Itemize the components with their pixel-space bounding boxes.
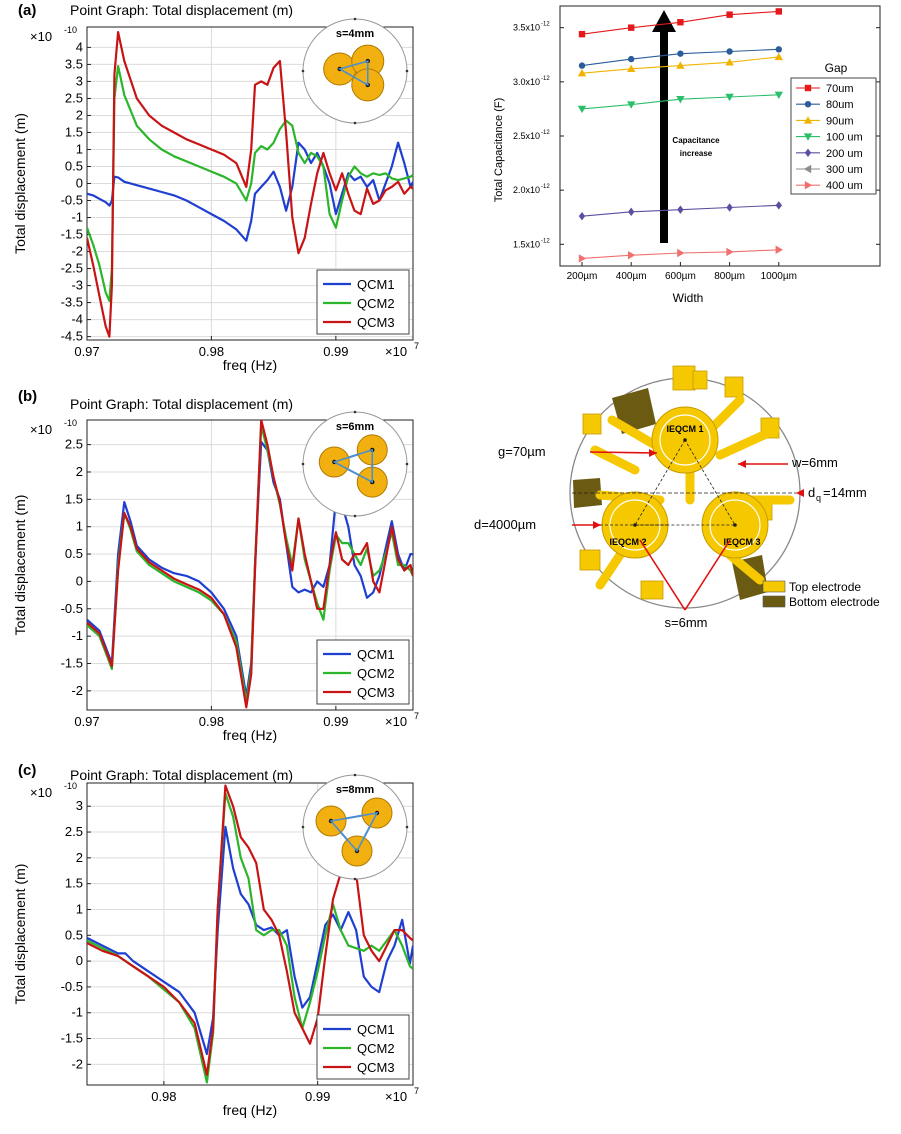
top-electrode-pad: [641, 581, 663, 599]
y-tick-label: -1: [71, 209, 83, 225]
y-tick-label: 2.5: [64, 436, 83, 452]
increase-arrow-head: [652, 10, 676, 32]
y-tick-label: 1.5: [64, 875, 83, 891]
x-tick-label: 0.98: [151, 1089, 177, 1104]
y-axis-label: Total displacement (m): [12, 113, 28, 254]
x-tick-label: 0.99: [323, 714, 349, 729]
y-tick-label: -4.5: [60, 328, 83, 344]
inset-marker: [354, 411, 357, 414]
chart-panel-b: [12, 388, 419, 743]
dq-subscript: q: [816, 493, 822, 503]
inset-marker: [302, 70, 305, 73]
legend-title: Gap: [824, 61, 848, 75]
layout-inset: [302, 411, 409, 518]
x-axis-label: freq (Hz): [222, 1102, 278, 1118]
x-multiplier: ×10: [385, 714, 408, 729]
data-point: [726, 203, 732, 211]
data-point: [677, 249, 684, 257]
y-tick-label: 1.5: [64, 491, 83, 507]
y-tick-label: 0.5: [64, 158, 83, 174]
separation-label: s=6mm: [664, 615, 708, 630]
data-point: [579, 31, 585, 37]
electrode-label: IEQCM 3: [723, 537, 761, 547]
legend-label: QCM1: [357, 1022, 395, 1037]
panel-label: (c): [18, 762, 37, 779]
x-tick-label: 600µm: [665, 271, 696, 282]
inset-marker: [354, 774, 357, 777]
y-tick-label: -4: [71, 311, 83, 327]
inset-marker: [354, 122, 357, 125]
inset-marker: [354, 18, 357, 21]
arrow-annotation: increase: [679, 149, 713, 158]
electrode-label: IEQCM 1: [666, 424, 704, 434]
legend-label: 200 um: [826, 147, 863, 160]
inset-marker: [406, 70, 409, 73]
data-point: [775, 53, 783, 60]
inset-label: s=8mm: [335, 784, 375, 796]
y-tick-label: 1.5x10: [512, 239, 540, 250]
x-tick-label: 1000µm: [760, 271, 797, 282]
data-point: [628, 208, 634, 216]
x-tick-label: 0.98: [198, 344, 225, 359]
legend-label: 300 um: [826, 164, 863, 176]
legend-label: 90um: [826, 115, 854, 128]
y-tick-label: -2: [71, 682, 83, 698]
data-point: [677, 50, 683, 56]
data-point: [805, 85, 811, 91]
x-multiplier: ×10: [385, 344, 408, 359]
legend-label: QCM3: [357, 685, 395, 700]
y-tick-label: -1.5: [60, 1030, 83, 1046]
y-tick-exp: -12: [541, 238, 550, 245]
legend-label: QCM3: [357, 1060, 395, 1075]
x-tick-label: 200µm: [566, 271, 598, 282]
dq-label: d: [808, 485, 816, 500]
y-axis-label: Total Capacitance (F): [493, 97, 505, 203]
data-point: [776, 246, 783, 254]
y-tick-label: -1.5: [60, 655, 83, 671]
legend: [791, 78, 876, 194]
y-tick-exp: -12: [541, 130, 550, 136]
data-point: [677, 19, 683, 25]
x-tick-label: 0.97: [74, 344, 100, 359]
y-tick-label: 4: [75, 39, 83, 55]
chart-title: Point Graph: Total displacement (m): [70, 767, 294, 783]
legend: [317, 1015, 409, 1079]
chart-panel-a: [12, 2, 419, 373]
y-multiplier: ×10: [30, 785, 53, 800]
electrode-diagram: [474, 366, 880, 630]
y-tick-exp: -12: [541, 184, 550, 191]
data-point: [726, 11, 732, 17]
dq-value: =14mm: [823, 485, 867, 500]
y-tick-label: 2: [75, 849, 83, 865]
panel-label: (b): [18, 388, 38, 405]
data-point: [776, 8, 782, 14]
data-point: [726, 248, 733, 256]
y-multiplier-exp: -10: [64, 781, 78, 791]
y-tick-label: -1: [71, 1004, 83, 1020]
x-tick-label: 0.99: [323, 344, 349, 359]
y-tick-label: -2.5: [60, 260, 83, 276]
x-multiplier-exp: 7: [414, 1086, 420, 1096]
y-tick-label: -0.5: [60, 192, 83, 208]
data-point: [628, 56, 634, 62]
inset-marker: [406, 826, 409, 829]
legend-label: 70um: [826, 83, 854, 95]
y-tick-label: 0: [75, 573, 83, 589]
data-point: [776, 46, 782, 52]
y-multiplier-exp: -10: [64, 418, 78, 428]
y-tick-label: 2: [75, 107, 83, 123]
legend-label: 400 um: [826, 180, 863, 193]
data-point: [805, 101, 811, 107]
x-tick-label: 400µm: [615, 271, 647, 282]
data-point: [677, 205, 683, 213]
x-axis-label: freq (Hz): [222, 727, 278, 743]
legend-label: QCM2: [357, 666, 395, 681]
inset-label: s=4mm: [335, 28, 375, 40]
y-tick-label: -2: [71, 243, 83, 259]
data-point: [726, 48, 732, 54]
diameter-label: d=4000µm: [474, 517, 537, 532]
y-multiplier-exp: -10: [64, 25, 78, 35]
legend: [317, 270, 409, 334]
y-axis-label: Total displacement (m): [12, 494, 28, 636]
y-multiplier: ×10: [30, 29, 53, 44]
x-tick-label: 0.97: [74, 714, 100, 729]
layout-inset: [302, 18, 409, 125]
y-tick-label: 3.5x10: [512, 22, 540, 33]
data-point: [776, 201, 782, 209]
y-tick-label: 3: [75, 798, 83, 814]
y-tick-label: 0.5: [64, 546, 83, 562]
gap-label: g=70µm: [498, 444, 546, 459]
diagram-legend-label: Top electrode: [789, 580, 862, 594]
electrode-label: IEQCM 2: [609, 537, 647, 547]
y-tick-label: -0.5: [60, 600, 83, 616]
x-multiplier: ×10: [385, 1089, 408, 1104]
top-electrode-pad: [725, 377, 743, 397]
legend-label: 80um: [826, 99, 854, 112]
y-tick-label: -1.5: [60, 226, 83, 242]
top-electrode-pad: [580, 550, 600, 570]
y-tick-label: 2.0x10: [512, 185, 540, 196]
x-tick-label: 0.99: [305, 1089, 331, 1104]
top-electrode-pad: [583, 414, 601, 434]
y-tick-label: 2.5: [64, 824, 83, 840]
inset-marker: [302, 826, 305, 829]
y-tick-label: -0.5: [60, 978, 83, 994]
inset-marker: [354, 878, 357, 881]
width-label: w=6mm: [792, 455, 838, 470]
y-multiplier: ×10: [30, 422, 53, 437]
y-tick-label: 0.5: [64, 927, 83, 943]
data-point: [579, 254, 586, 262]
y-tick-label: 2.5x10: [512, 131, 540, 141]
chart-title: Point Graph: Total displacement (m): [70, 396, 294, 412]
y-axis-label: Total displacement (m): [12, 863, 28, 1005]
top-electrode-pad: [693, 371, 707, 389]
y-tick-label: 0: [75, 175, 83, 191]
x-tick-label: 0.98: [198, 714, 225, 729]
legend-label: QCM2: [357, 296, 395, 311]
y-tick-label: 1: [75, 141, 83, 157]
y-tick-label: 2: [75, 463, 83, 479]
inset-label: s=6mm: [335, 421, 375, 433]
x-multiplier-exp: 7: [414, 711, 420, 721]
legend-label: QCM2: [357, 1041, 395, 1056]
x-tick-label: 800µm: [714, 271, 745, 282]
data-point: [628, 251, 635, 259]
inset-marker: [302, 463, 305, 466]
y-tick-label: 2.5: [64, 90, 83, 106]
data-point: [628, 24, 634, 30]
y-tick-exp: -12: [541, 21, 550, 28]
y-tick-label: 3.0x10: [512, 76, 540, 87]
y-tick-label: 1: [75, 518, 83, 534]
legend: [317, 640, 409, 704]
y-tick-exp: -12: [541, 75, 550, 82]
x-axis-label: Width: [672, 291, 704, 305]
chart-panel-c: [12, 762, 419, 1118]
legend-label: 100 um: [826, 131, 863, 144]
x-multiplier-exp: 7: [414, 341, 420, 351]
chart-title: Point Graph: Total displacement (m): [70, 2, 294, 18]
data-point: [579, 62, 585, 68]
legend-label: QCM3: [357, 315, 395, 330]
diagram-legend-swatch: [763, 596, 785, 607]
diagram-legend-swatch: [763, 581, 785, 592]
top-electrode-pad: [673, 366, 695, 390]
y-tick-label: 1: [75, 901, 83, 917]
x-axis-label: freq (Hz): [222, 357, 278, 373]
arrow-annotation: Capacitance: [672, 136, 720, 145]
y-tick-label: 3.5: [64, 56, 83, 72]
annotation-arrow: [590, 452, 657, 453]
y-tick-label: -2: [71, 1056, 83, 1072]
chart-panel-capacitance: [493, 6, 880, 305]
inset-marker: [406, 463, 409, 466]
y-tick-label: -3: [71, 277, 83, 293]
legend-label: QCM1: [357, 277, 395, 292]
legend-label: QCM1: [357, 647, 395, 662]
y-tick-label: 1.5: [64, 124, 83, 140]
y-tick-label: 3: [75, 73, 83, 89]
panel-label: (a): [18, 2, 37, 19]
y-tick-label: 0: [75, 953, 83, 969]
data-point: [579, 212, 585, 220]
y-tick-label: -3.5: [60, 294, 83, 310]
inset-marker: [354, 515, 357, 518]
diagram-legend-label: Bottom electrode: [789, 595, 880, 609]
y-tick-label: -1: [71, 628, 83, 644]
data-point: [578, 106, 586, 113]
